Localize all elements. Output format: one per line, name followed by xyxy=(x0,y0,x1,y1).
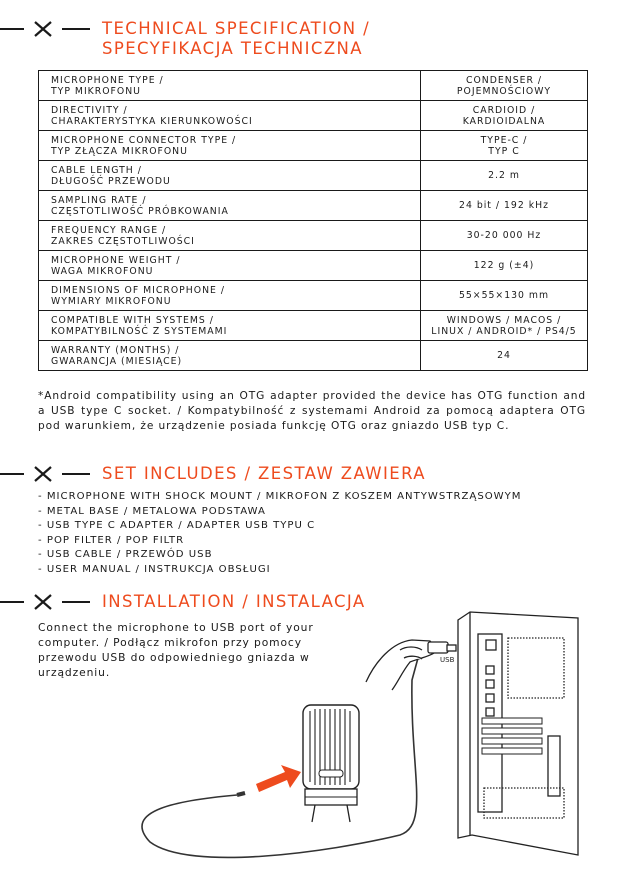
includes-item: - POP FILTER / POP FILTR xyxy=(38,534,185,546)
usb-label: USB xyxy=(440,656,455,664)
includes-item: - MICROPHONE WITH SHOCK MOUNT / MIKROFON Z KOSZEM ANTYWSTRZĄSOWYM xyxy=(38,491,522,502)
spec-row xyxy=(39,101,588,131)
x-mark-icon xyxy=(33,21,53,37)
spec-label-en: DIRECTIVITY / xyxy=(51,104,128,116)
header-rule-left xyxy=(0,473,24,475)
spec-label xyxy=(39,221,421,251)
spec-value-line1: CONDENSER / xyxy=(465,74,543,86)
x-mark-icon xyxy=(33,594,53,610)
otg-footnote: *Android compatibility using an OTG adapter provided the device has OTG function and a USB type C socket. / Kompatybilność z systemami Android za pomocą adaptera OTG pod warunkiem, że urządzenie posiada funkcję OTG oraz gniazdo USB typ C. xyxy=(38,390,586,432)
spec-row xyxy=(39,221,588,251)
installation-illustration xyxy=(0,610,629,873)
spec-label-en: WARRANTY (MONTHS) / xyxy=(51,344,180,356)
spec-label xyxy=(39,281,421,311)
spec-label-en: SAMPLING RATE / xyxy=(51,194,147,206)
includes-title: SET INCLUDES / ZESTAW ZAWIERA xyxy=(102,464,426,483)
spec-value xyxy=(421,221,588,251)
includes-item: - USB CABLE / PRZEWÓD USB xyxy=(38,549,213,561)
spec-label-en: DIMENSIONS OF MICROPHONE / xyxy=(51,284,226,296)
spec-value-line1: 122 g (±4) xyxy=(473,260,535,271)
spec-value-line1: 24 bit / 192 kHz xyxy=(459,200,549,211)
spec-value-line1: 24 xyxy=(497,350,511,361)
spec-label xyxy=(39,251,421,281)
microphone-icon xyxy=(303,705,359,822)
spec-title-line2: SPECYFIKACJA TECHNICZNA xyxy=(102,39,363,58)
spec-label-pl: ZAKRES CZĘSTOTLIWOŚCI xyxy=(51,235,195,247)
spec-value-line2: TYP C xyxy=(488,145,520,157)
spec-label xyxy=(39,191,421,221)
hand-holding-plug-icon xyxy=(366,640,456,690)
spec-value xyxy=(421,341,588,371)
header-rule-right xyxy=(62,28,90,30)
header-rule-right xyxy=(62,473,90,475)
spec-value-line1: 55×55×130 mm xyxy=(458,290,550,301)
spec-label-pl: WYMIARY MIKROFONU xyxy=(51,295,172,307)
includes-list xyxy=(38,490,522,578)
spec-row xyxy=(39,191,588,221)
x-mark-icon xyxy=(33,466,53,482)
spec-value xyxy=(421,131,588,161)
includes-item: - METAL BASE / METALOWA PODSTAWA xyxy=(38,505,266,517)
spec-label-pl: TYP MIKROFONU xyxy=(51,85,141,97)
spec-label-en: CABLE LENGTH / xyxy=(51,164,142,176)
spec-label-pl: KOMPATYBILNOŚĆ Z SYSTEMAMI xyxy=(51,325,228,337)
header-rule-left xyxy=(0,601,24,603)
arrow-to-microphone-icon xyxy=(256,765,301,792)
spec-label xyxy=(39,101,421,131)
spec-value xyxy=(421,161,588,191)
spec-label-pl: WAGA MIKROFONU xyxy=(51,265,154,277)
spec-table xyxy=(38,70,588,371)
spec-value-line2: KARDIOIDALNA xyxy=(462,115,546,127)
spec-value-line1: CARDIOID / xyxy=(472,104,536,116)
includes-item: - USER MANUAL / INSTRUKCJA OBSŁUGI xyxy=(38,563,271,575)
spec-label xyxy=(39,341,421,371)
spec-value xyxy=(421,251,588,281)
spec-label-pl: TYP ZŁĄCZA MIKROFONU xyxy=(51,145,188,157)
spec-label-en: COMPATIBLE WITH SYSTEMS / xyxy=(51,314,214,326)
spec-value-line1: 30-20 000 Hz xyxy=(466,230,542,241)
spec-label-pl: CHARAKTERYSTYKA KIERUNKOWOŚCI xyxy=(51,115,253,127)
spec-value xyxy=(421,101,588,131)
install-instructions: Connect the microphone to USB port of your computer. / Podłącz mikrofon przy pomocy przewodu USB do odpowiedniego gniazda w urządzeniu. xyxy=(38,621,314,679)
spec-label xyxy=(39,161,421,191)
spec-row xyxy=(39,71,588,101)
spec-value xyxy=(421,281,588,311)
spec-row xyxy=(39,131,588,161)
spec-value xyxy=(421,71,588,101)
spec-value-line1: TYPE-C / xyxy=(480,134,528,146)
spec-value-line2: LINUX / ANDROID* / PS4/5 xyxy=(431,325,577,337)
spec-row xyxy=(39,161,588,191)
spec-value xyxy=(421,311,588,341)
spec-label xyxy=(39,311,421,341)
spec-value-line1: WINDOWS / MACOS / xyxy=(446,314,562,326)
spec-label xyxy=(39,131,421,161)
header-rule-left xyxy=(0,28,24,30)
spec-row xyxy=(39,281,588,311)
spec-label-en: MICROPHONE WEIGHT / xyxy=(51,254,181,266)
spec-row xyxy=(39,311,588,341)
spec-label-pl: DŁUGOŚĆ PRZEWODU xyxy=(51,175,171,187)
spec-label xyxy=(39,71,421,101)
spec-row xyxy=(39,341,588,371)
spec-value-line1: 2.2 m xyxy=(488,170,520,181)
spec-label-en: MICROPHONE CONNECTOR TYPE / xyxy=(51,134,237,146)
spec-row xyxy=(39,251,588,281)
header-rule-right xyxy=(62,601,90,603)
spec-label-pl: GWARANCJA (MIESIĄCE) xyxy=(51,355,183,367)
includes-item: - USB TYPE C ADAPTER / ADAPTER USB TYPU C xyxy=(38,520,316,532)
spec-label-en: MICROPHONE TYPE / xyxy=(51,74,164,86)
spec-label-pl: CZĘSTOTLIWOŚĆ PRÓBKOWANIA xyxy=(51,205,229,217)
usb-cable-icon xyxy=(142,658,418,857)
pc-case-icon xyxy=(458,612,578,855)
install-title: INSTALLATION / INSTALACJA xyxy=(102,592,366,611)
spec-title-line1: TECHNICAL SPECIFICATION / xyxy=(102,19,371,38)
spec-value-line2: POJEMNOŚCIOWY xyxy=(456,85,552,97)
spec-label-en: FREQUENCY RANGE / xyxy=(51,224,167,236)
spec-value xyxy=(421,191,588,221)
